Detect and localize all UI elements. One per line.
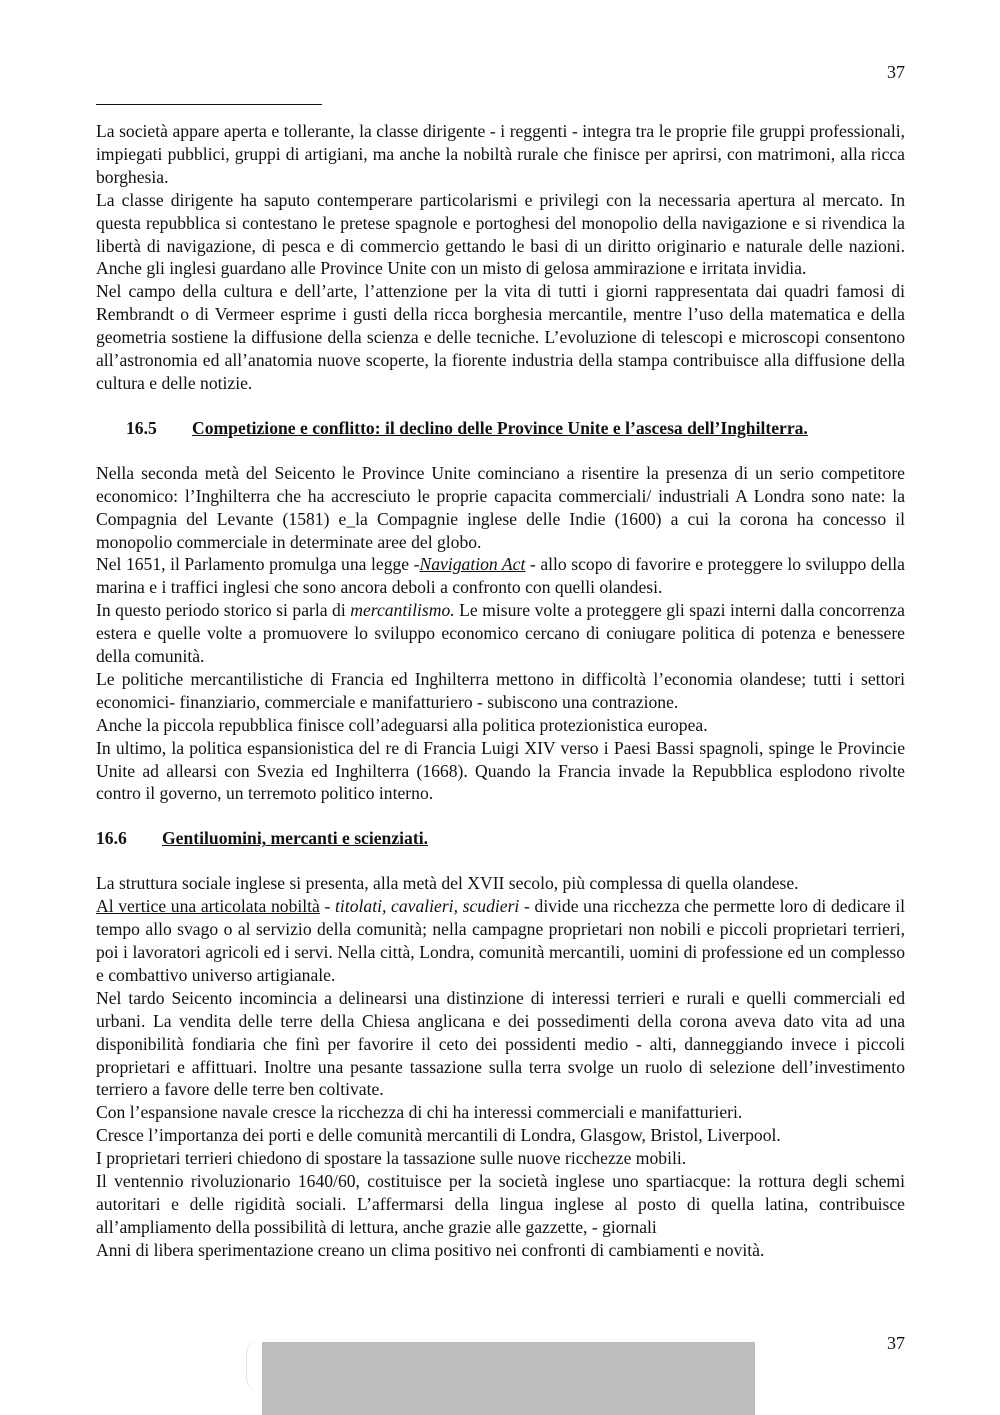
- section-heading-16-6: [96, 827, 905, 850]
- text-run: In questo periodo storico si parla di: [96, 600, 351, 621]
- text-run: - allo scopo di favorire e proteggere lo sviluppo della marina e i traffici inglesi che sono ancora deboli a confronto con quelli olandesi.: [96, 554, 905, 598]
- section-number: 16.5: [126, 417, 157, 438]
- paragraph: [96, 895, 905, 987]
- text-run: - divide una ricchezza che permette loro di dedicare il tempo allo svago o al servizio della comunità; nella campagne proprietari non nobili e piccoli proprietari terrieri, poi i lavoratori agricoli ed i servi. Nella città, Londra, comunità mercantili, uomini di professione ed un complesso e combattivo universo artigianale.: [96, 896, 905, 985]
- paragraph: [96, 599, 905, 668]
- footnote-separator: [96, 104, 322, 105]
- paragraph: La classe dirigente ha saputo contemperare particolarismi e privilegi con la necessaria apertura al mercato. In questa repubblica si contestano le pretese spagnole e portoghesi del monopolio della navigazione e si rivendica la libertà di navigazione, di pesca e di commercio gettando le basi di un diritto originario e naturale delle nazioni. Anche gli inglesi guardano alle Province Unite con un misto di gelosa ammirazione e irritata invidia.: [96, 189, 905, 279]
- paragraph: Le politiche mercantilistiche di Francia ed Inghilterra mettono in difficoltà l’economia olandese; tutti i settori economici- finanziario, commerciale e manifatturiero - subiscono una contrazione.: [96, 668, 905, 712]
- paragraph: Anni di libera sperimentazione creano un clima positivo nei confronti di cambiamenti e novità.: [96, 1239, 765, 1260]
- section-title: Gentiluomini, mercanti e scienziati.: [162, 828, 428, 849]
- page-number-bottom: 37: [887, 1333, 905, 1353]
- page-body: [96, 120, 905, 1262]
- text-run: -: [319, 896, 336, 917]
- paragraph: La società appare aperta e tollerante, la classe dirigente - i reggenti - integra tra le proprie file gruppi professionali, impiegati pubblici, gruppi di artigiani, ma anche la nobiltà rurale che finisce per aprirsi, con matrimoni, alla ricca borghesia.: [96, 121, 905, 187]
- page-number-top: 37: [887, 62, 905, 82]
- paragraph: La struttura sociale inglese si presenta, alla metà del XVII secolo, più complessa di quella olandese.: [96, 873, 799, 894]
- section-heading-16-5: [96, 417, 905, 440]
- paragraph: Nel tardo Seicento incomincia a delinearsi una distinzione di interessi terrieri e rurali e quelli commerciali ed urbani. La vendita delle terre della Chiesa anglicana e dei possedimenti della corona aveva dato vita ad una disponibilità fondiaria che finì per favorire il ceto dei possidenti medio - alti, danneggiando invece i piccoli proprietari e affittuari. Inoltre una pesante tassazione sulla terra svolge un ruolo di selezione dell’investimento terriero a favore delle terre ben coltivate.: [96, 987, 905, 1100]
- paragraph: Cresce l’importanza dei porti e delle comunità mercantili di Londra, Glasgow, Bristol, Liverpool.: [96, 1125, 781, 1146]
- paragraph: Il ventennio rivoluzionario 1640/60, costituisce per la società inglese uno spartiacque: la rottura degli schemi autoritari e delle rigidità sociali. L’affermarsi della lingua inglese al posto di quella latina, contribuisce all’ampliamento della possibilità di lettura, anche grazie alle gazzette, - giornali: [96, 1171, 905, 1237]
- paragraph: In ultimo, la politica espansionistica del re di Francia Luigi XIV verso i Paesi Bassi spagnoli, spinge le Provincie Unite ad allearsi con Svezia ed Inghilterra (1668). Quando la Francia invade la Repubblica esplodono rivolte contro il governo, un terremoto politico interno.: [96, 737, 905, 804]
- navigation-act-term: Navigation Act: [419, 554, 526, 575]
- paragraph: Nel campo della cultura e dell’arte, l’attenzione per la vita di tutti i giorni rappresentata dai quadri famosi di Rembrandt o di Vermeer esprime i gusti della ricca borghesia mercantile, mentre l’uso della matematica e della geometria sostiene la diffusione della scienza e delle tecniche. L’evoluzione di telescopi e microscopi consentono all’astronomia ed all’anatomia nuove scoperte, la fiorente industria della stampa contribuisce alla diffusione della cultura e delle notizie.: [96, 281, 905, 393]
- mercantilismo-term: mercantilismo.: [350, 600, 455, 621]
- nobility-phrase: Al vertice una articolata nobiltà: [96, 896, 320, 917]
- section-title: Competizione e conflitto: il declino delle Province Unite e l’ascesa dell’Inghilterra.: [192, 417, 808, 438]
- gray-overlay-box: [262, 1342, 755, 1415]
- text-run: Le misure volte a proteggere gli spazi interni dalla concorrenza estera e quelle volte a promuovere lo sviluppo economico cercano di coniugare politica di potenza e benessere della comunità.: [96, 600, 905, 667]
- page-edge-mark: [246, 1340, 261, 1392]
- section-number: 16.6: [96, 828, 127, 849]
- paragraph: Nella seconda metà del Seicento le Province Unite cominciano a risentire la presenza di un serio competitore economico: l’Inghilterra che ha accresciuto le proprie capacita commerciali/ industriali A Londra sono nate: la Compagnia del Levante (1581) e_la Compagnie inglese delle Indie (1600) a cui la corona ha concesso il monopolio commerciale in determinate aree del globo.: [96, 462, 905, 552]
- paragraph: Anche la piccola repubblica finisce coll’adeguarsi alla politica protezionistica europea.: [96, 714, 708, 735]
- text-run: Nel 1651, il Parlamento promulga una legge -: [96, 554, 420, 575]
- titles-phrase: titolati, cavalieri, scudieri: [335, 896, 520, 917]
- paragraph: I proprietari terrieri chiedono di spostare la tassazione sulle nuove ricchezze mobili.: [96, 1148, 687, 1169]
- paragraph: Con l’espansione navale cresce la ricchezza di chi ha interessi commerciali e manifatturieri.: [96, 1102, 743, 1123]
- paragraph: [96, 553, 905, 599]
